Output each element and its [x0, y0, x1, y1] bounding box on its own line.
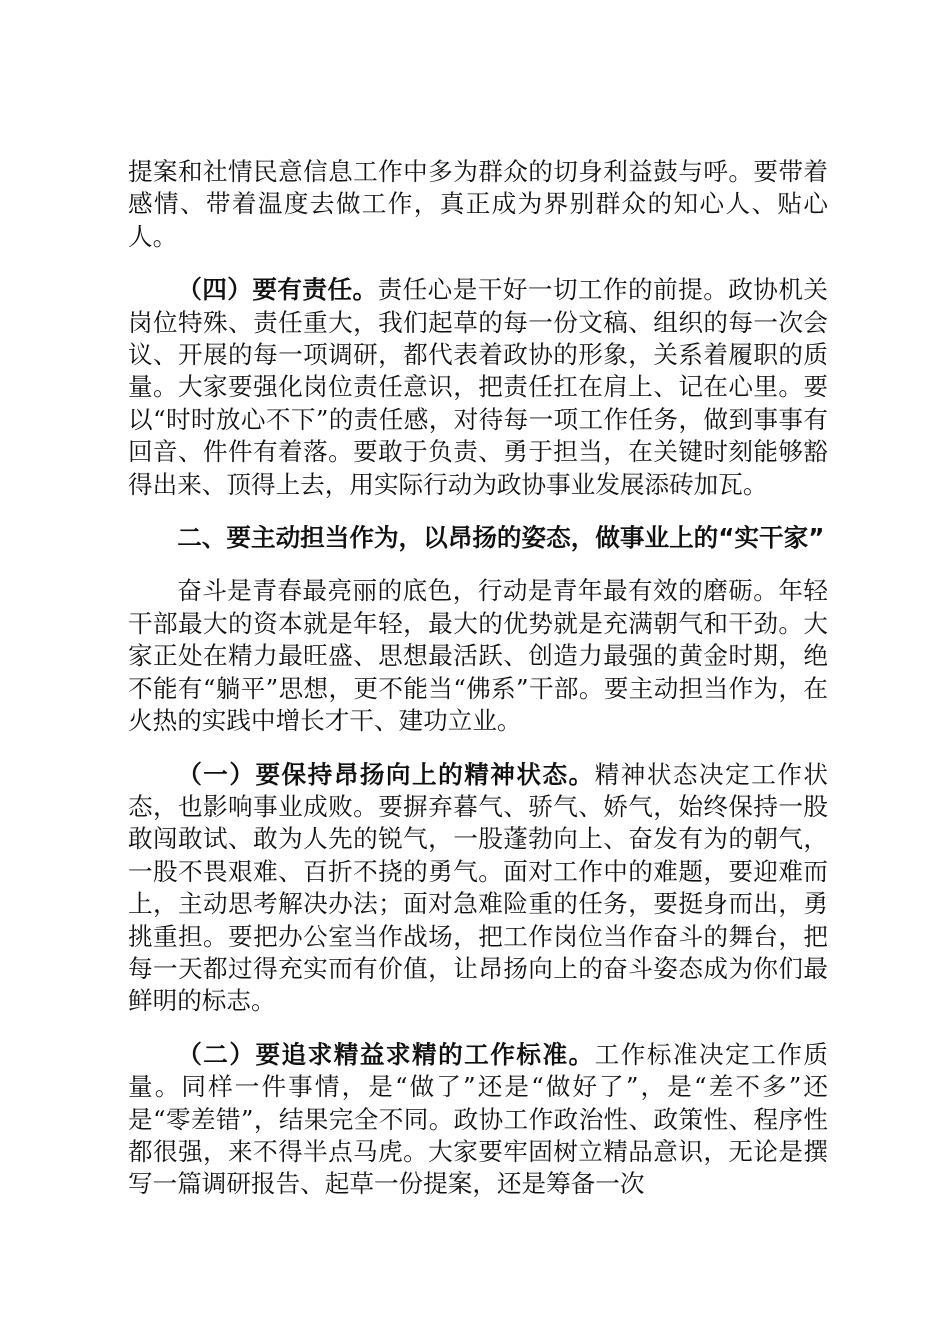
- paragraph-lead-heading: （四）要有责任。: [177, 275, 378, 305]
- paragraph-body: 精神状态决定工作状态，也影响事业成败。要摒弃暮气、骄气、娇气，始终保持一股敢闯敢试、敢为人先的锐气，一股蓬勃向上、奋发有为的朝气，一股不畏艰难、百折不挠的勇气。面对工作中的难题，要迎难而上，主动思考解决办法；面对急难险重的任务，要挺身而出，勇挑重担。要把办公室当作战场，把工作岗位当作奋斗的舞台，把每一天都过得充实而有价值，让昂扬向上的奋斗姿态成为你们最鲜明的标志。: [128, 759, 828, 1016]
- section-heading: 二、要主动担当作为，以昂扬的姿态，做事业上的“实干家”: [177, 523, 825, 553]
- paragraph-spirit: [128, 759, 828, 1018]
- paragraph-lead-heading: （一）要保持昂扬向上的精神状态。: [177, 759, 595, 789]
- paragraph-lead-heading: （二）要追求精益求精的工作标准。: [177, 1039, 595, 1069]
- paragraph-body: 工作标准决定工作质量。同样一件事情，是“做了”还是“做好了”，是“差不多”还是“零差错”，结果完全不同。政协工作政治性、政策性、程序性都很强，来不得半点马虎。大家要牢固树立精品意识，无论是撰写一篇调研报告、起草一份提案，还是筹备一次: [128, 1039, 828, 1199]
- paragraph-standard: [128, 1039, 828, 1201]
- paragraph-responsibility: [128, 274, 828, 501]
- paragraph-1: 提案和社情民意信息工作中多为群众的切身利益鼓与呼。要带着感情、带着温度去做工作，真正成为界别群众的知心人、贴心人。: [128, 157, 828, 251]
- document-page: [128, 156, 828, 1222]
- paragraph-body: 责任心是干好一切工作的前提。政协机关岗位特殊、责任重大，我们起草的每一份文稿、组织的每一次会议、开展的每一项调研，都代表着政协的形象，关系着履职的质量。大家要强化岗位责任意识，把责任扛在肩上、记在心里。要以“时时放心不下”的责任感，对待每一项工作任务，做到事事有回音、件件有着落。要敢于负责、勇于担当，在关键时刻能够豁得出来、顶得上去，用实际行动为政协事业发展添砖加瓦。: [128, 275, 828, 499]
- paragraph-3: 奋斗是青春最亮丽的底色，行动是青年最有效的磨砺。年轻干部最大的资本就是年轻，最大的优势就是充满朝气和干劲。大家正处在精力最旺盛、思想最活跃、创造力最强的黄金时期，绝不能有“躺平”思想，更不能当“佛系”干部。要主动担当作为，在火热的实践中增长才干、建功立业。: [128, 576, 828, 736]
